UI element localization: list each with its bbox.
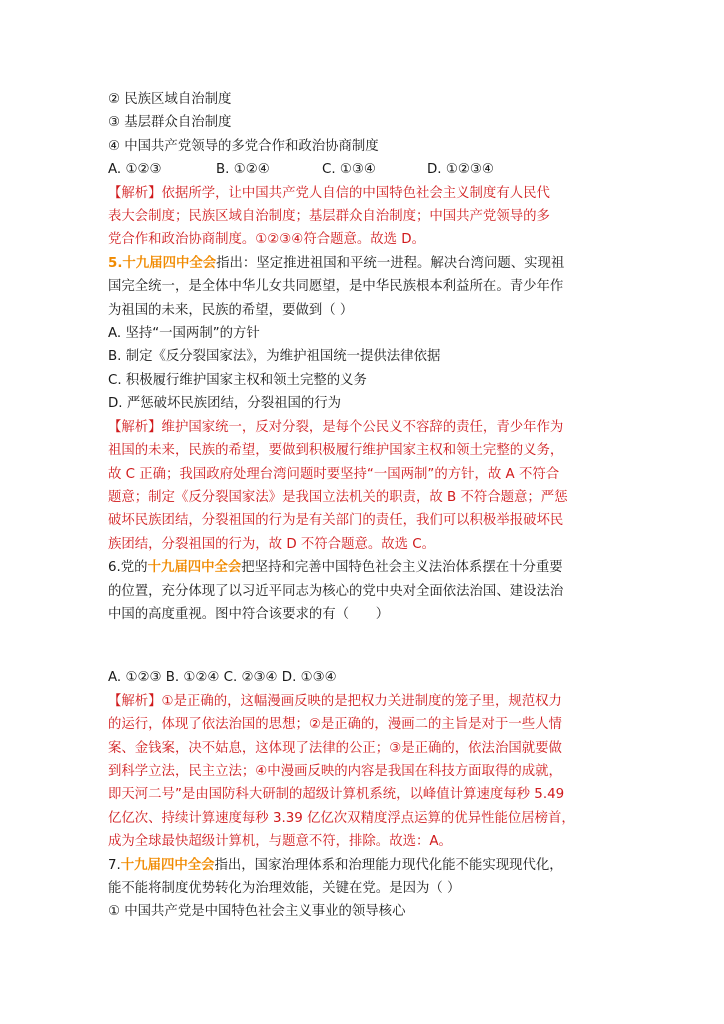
q4-analysis-line: 党合作和政治协商制度。①②③④符合题意。故选 D。 xyxy=(108,232,426,248)
q5-analysis-line: 破坏民族团结，分裂祖国的行为是有关部门的责任，我们可以积极举报破坏民 xyxy=(108,513,564,529)
q6-analysis-line: 到科学立法，民主立法；④中漫画反映的内容是我国在科技方面取得的成就， xyxy=(108,763,562,779)
q5-number: 5. xyxy=(108,255,123,271)
q7-stem-line xyxy=(108,854,620,877)
q6-options: A. ①②③ B. ①②④ C. ②③④ D. ①③④ xyxy=(108,670,337,686)
q6-analysis-line: 的运行，体现了依法治国的思想；②是正确的，漫画二的主旨是对于一些人情 xyxy=(108,717,562,733)
q7-highlight: 十九届四中全会 xyxy=(120,857,215,873)
q4-option-c: C. ①③④ xyxy=(322,162,376,178)
q5-stem-text: 指出：坚定推进祖国和平统一进程。解决台湾问题、实现祖 xyxy=(216,255,565,271)
q4-item-4: ④ 中国共产党领导的多党合作和政治协商制度 xyxy=(108,138,379,154)
q6-analysis-line: 案、金钱案，决不姑息，这体现了法律的公正；③是正确的，依法治国就要做 xyxy=(108,740,562,756)
q7-number: 7. xyxy=(108,857,121,873)
q6-analysis-line: 【解析】①是正确的，这幅漫画反映的是把权力关进制度的笼子里，规范权力 xyxy=(108,693,562,709)
q6-number: 6.党的 xyxy=(108,560,148,576)
q5-option-c: C. 积极履行维护国家主权和领土完整的义务 xyxy=(108,372,367,388)
q5-stem-line: 国完全统一，是全体中华儿女共同愿望，是中华民族根本利益所在。青少年作 xyxy=(108,279,564,295)
q5-stem-line: 为祖国的未来，民族的希望，要做到（ ） xyxy=(108,302,354,318)
document-page xyxy=(108,88,620,924)
q4-option-a: A. ①②③ xyxy=(108,162,162,178)
q5-analysis-line: 族团结，分裂祖国的行为，故 D 不符合题意。故选 C。 xyxy=(108,536,436,552)
q6-image-placeholder xyxy=(108,626,620,666)
q5-option-a: A. 坚持“一国两制”的方针 xyxy=(108,326,260,342)
q6-stem-line: 中国的高度重视。图中符合该要求的有（ ） xyxy=(108,606,390,622)
q4-option-d: D. ①②③④ xyxy=(427,162,494,178)
q5-analysis-line: 题意；制定《反分裂国家法》是我国立法机关的职责，故 B 不符合题意；严惩 xyxy=(108,489,568,505)
q5-option-b: B. 制定《反分裂国家法》，为维护祖国统一提供法律依据 xyxy=(108,349,441,365)
q5-analysis-line: 祖国的未来，民族的希望，要做到积极履行维护国家主权和领土完整的义务， xyxy=(108,443,564,459)
q7-stem-line: 能不能将制度优势转化为治理效能，关键在党。是因为（ ） xyxy=(108,881,461,896)
q4-item-3: ③ 基层群众自治制度 xyxy=(108,115,232,131)
q6-analysis-line: 成为全球最快超级计算机，与题意不符，排除。故选：A。 xyxy=(108,834,452,850)
q4-analysis-line: 表大会制度；民族区域自治制度；基层群众自治制度；中国共产党领导的多 xyxy=(108,209,550,225)
q6-stem-text: 把坚持和完善中国特色社会主义法治体系摆在十分重要 xyxy=(241,560,563,576)
q5-highlight: 十九届四中全会 xyxy=(122,255,217,271)
q6-stem-line: 的位置，充分体现了以习近平同志为核心的党中央对全面依法治国、建设法治 xyxy=(108,583,564,599)
q5-analysis-line: 【解析】维护国家统一，反对分裂，是每个公民义不容辞的责任，青少年作为 xyxy=(108,419,564,435)
q7-item-1: ① 中国共产党是中国特色社会主义事业的领导核心 xyxy=(108,904,406,920)
q6-highlight: 十九届四中全会 xyxy=(147,560,242,576)
q6-stem-line xyxy=(108,556,620,579)
q4-option-b: B. ①②④ xyxy=(216,162,270,178)
q6-analysis-line: 亿亿次、持续计算速度每秒 3.39 亿亿次双精度浮点运算的优异性能位居榜首， xyxy=(108,810,575,826)
q7-stem-text: 指出，国家治理体系和治理能力现代化能不能实现现代化， xyxy=(214,857,563,873)
q4-item-2: ② 民族区域自治制度 xyxy=(108,92,232,107)
q6-analysis-line: 即天河二号”是由国防科大研制的超级计算机系统，以峰值计算速度每秒 5.49 xyxy=(108,787,565,803)
q4-options xyxy=(108,158,620,181)
q5-option-d: D. 严惩破坏民族团结，分裂祖国的行为 xyxy=(108,396,342,412)
q5-stem-line xyxy=(108,252,620,275)
q4-analysis-line: 【解析】依据所学，让中国共产党人自信的中国特色社会主义制度有人民代 xyxy=(108,185,550,201)
q5-analysis-line: 故 C 正确；我国政府处理台湾问题时要坚持“一国两制”的方针，故 A 不符合 xyxy=(108,466,560,482)
